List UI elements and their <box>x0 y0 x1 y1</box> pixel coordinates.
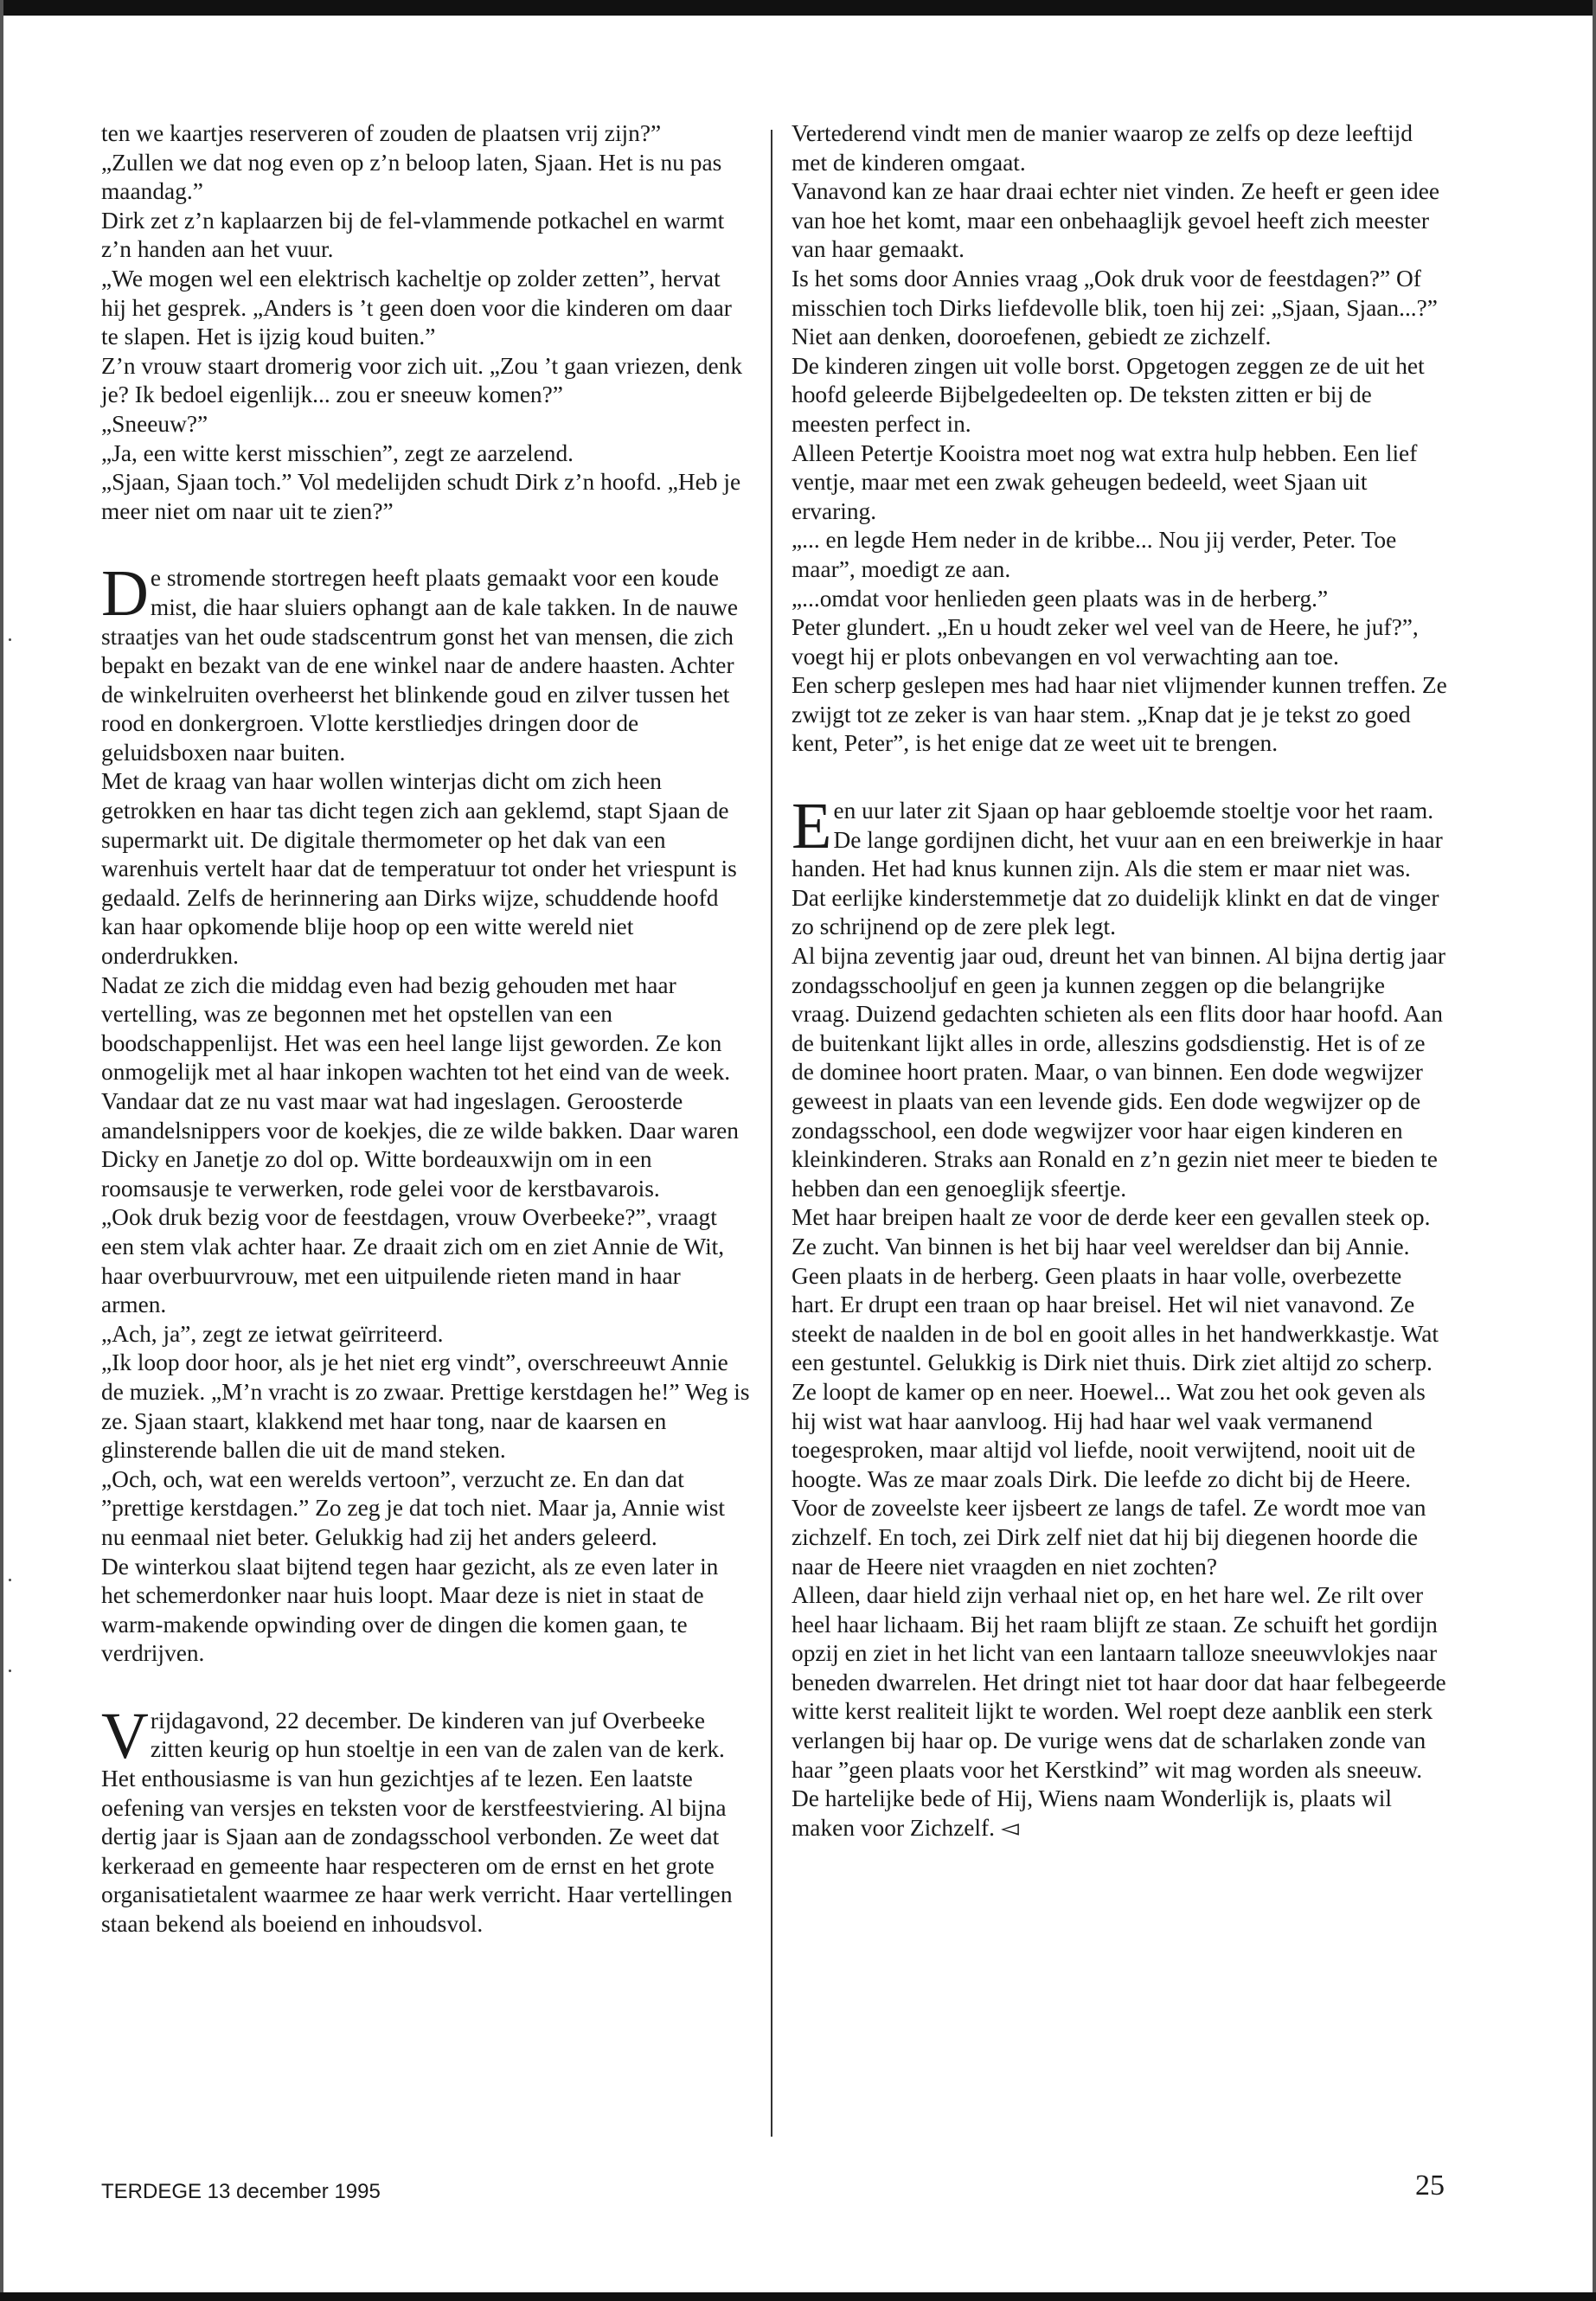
paragraph: De kinderen zingen uit volle borst. Opgetogen zeggen ze de uit het hoofd geleerde Bijbelgedeelten op. De teksten zitten er bij de meesten perfect in. <box>792 352 1425 437</box>
paragraph: Ze loopt de kamer op en neer. Hoewel... Wat zou het ook geven als hij wist wat haar aanvloog. Hij had haar wel vaak vermanend toegesproken, maar altijd vol liefde, nooit verwijtend, nooit uit de hoogte. Was ze maar zoals Dirk. Die leefde zo dicht bij de Heere. Voor de zoveelste keer ijsbeert ze langs de tafel. Ze wordt moe van zichzelf. En toch, zei Dirk zelf niet dat hij bij diegenen hoorde die naar de Heere niet vraagden en niet zochten? <box>792 1378 1426 1580</box>
paragraph: Vertederend vindt men de manier waarop ze zelfs op deze leeftijd met de kinderen omgaat. <box>792 120 1413 176</box>
paragraph: Is het soms door Annies vraag „Ook druk voor de feestdagen?” Of misschien toch Dirks liefdevolle blik, toen hij zei: „Sjaan, Sjaan...?” Niet aan denken, dooroefenen, gebiedt ze zichzelf. <box>792 265 1438 350</box>
paragraph: Alleen, daar hield zijn verhaal niet op, en het hare wel. Ze rilt over heel haar lichaam. Bij het raam blijft ze staan. Ze schuift het gordijn opzij en ziet in het licht van een lantaarn talloze sneeuwvlokjes naar beneden dwarrelen. Het dringt niet tot haar door dat haar felbegeerde witte kerst realiteit lijkt te worden. Wel roept deze aanblik een sterk verlangen bij haar op. De vurige wens dat de scharlaken zonde van haar ”geen plaats voor het Kerstkind” wit mag worden als sneeuw. De hartelijke bede of Hij, Wiens naam Wonderlijk is, plaats wil maken voor Zichzelf. ◅ <box>792 1582 1446 1841</box>
paragraph: Dirk zet z’n kaplaarzen bij de fel-vlammende potkachel en warmt z’n handen aan het vuur. <box>101 207 725 263</box>
left-column <box>101 119 750 1939</box>
section-opening <box>101 1699 750 1939</box>
right-column <box>792 119 1447 1843</box>
paragraph: „...omdat voor henlieden geen plaats was in de herberg.” <box>792 585 1329 612</box>
paragraph: „Ook druk bezig voor de feestdagen, vrouw Overbeeke?”, vraagt een stem vlak achter haar. Ze draait zich om en ziet Annie de Wit, haar overbuurvrouw, met een uitpuilende rieten mand in haar armen. <box>101 1204 725 1318</box>
scan-speck <box>9 1579 11 1581</box>
paragraph: „Zullen we dat nog even op z’n beloop laten, Sjaan. Het is nu pas maandag.” <box>101 149 722 205</box>
scan-speck <box>9 638 11 641</box>
paragraph: Nadat ze zich die middag even had bezig gehouden met haar vertelling, was ze begonnen met het opstellen van een boodschappenlijst. Het was een heel lange lijst geworden. Ze kon onmogelijk met al haar inkopen wachten tot het eind van de week. Vandaar dat ze nu vast maar wat had ingeslagen. Geroosterde amandelsnippers voor de koekjes, die ze wilde bakken. Daar waren Dicky en Janetje zo dol op. Witte bordeauxwijn om in een roomsausje te verwerken, rode gelei voor de kerstbavarois. <box>101 971 739 1202</box>
paragraph-text: e stromende stortregen heeft plaats gemaakt voor een koude mist, die haar sluiers ophangt aan de kale takken. In de nauwe straatjes van het oude stadscentrum gonst het van mensen, die zich bepakt en bezakt van de ene winkel naar de andere haasten. Achter de winkelruiten overheerst het blinkende goud en zilver tussen het rood en donkergroen. Vlotte kerstliedjes dringen door de geluidsboxen naar buiten. <box>101 565 739 766</box>
drop-cap: D <box>101 557 149 631</box>
scan-border-left <box>0 0 3 2301</box>
paragraph: Alleen Petertje Kooistra moet nog wat extra hulp hebben. Een lief ventje, maar met een zwak geheugen bedeeld, weet Sjaan uit ervaring. <box>792 439 1418 524</box>
publication-footer: TERDEGE 13 december 1995 <box>101 2180 381 2203</box>
drop-cap: V <box>101 1699 149 1772</box>
paragraph: Vanavond kan ze haar draai echter niet vinden. Ze heeft er geen idee van hoe het komt, maar een onbehaaglijk gevoel heeft zich meester van haar gemaakt. <box>792 178 1440 263</box>
paragraph: Met haar breipen haalt ze voor de derde keer een gevallen steek op. Ze zucht. Van binnen is het bij haar veel wereldser dan bij Annie. Geen plaats in de herberg. Geen plaats in haar volle, overbezette hart. Er drupt een traan op haar breisel. Het wil niet vanavond. Ze steekt de naalden in de bol en gooit alles in het handwerkkastje. Wat een gestuntel. Gelukkig is Dirk niet thuis. Dirk ziet altijd zo scherp. <box>792 1204 1439 1376</box>
paragraph: Een scherp geslepen mes had haar niet vlijmender kunnen treffen. Ze zwijgt tot ze zeker is van haar stem. „Knap dat je je tekst zo goed kent, Peter”, is het enige dat ze weet uit te brengen. <box>792 672 1447 757</box>
paragraph: Z’n vrouw staart dromerig voor zich uit. „Zou ’t gaan vriezen, denk je? Ik bedoel eigenlijk... zou er sneeuw komen?” <box>101 352 743 408</box>
paragraph: „Sneeuw?” <box>101 410 208 437</box>
scan-border-top <box>0 0 1596 16</box>
column-divider <box>771 130 772 2137</box>
paragraph-text: en uur later zit Sjaan op haar gebloemde stoeltje voor het raam. De lange gordijnen dicht, het vuur aan en een breiwerkje in haar handen. Het had knus kunnen zijn. Als die stem er maar niet was. Dat eerlijke kinderstemmetje dat zo duidelijk klinkt en dat de vinger zo schrijnend op de zere plek legt. <box>792 798 1443 940</box>
scan-speck <box>9 1670 11 1672</box>
paragraph: Al bijna zeventig jaar oud, dreunt het van binnen. Al bijna dertig jaar zondagsschooljuf en geen ja kunnen zeggen op die belangrijke vraag. Duizend gedachten schieten als een flits door haar hoofd. Aan de buitenkant lijkt alles in orde, alleszins godsdienstig. Het is of ze de dominee hoort praten. Maar, o van binnen. Een dode wegwijzer geweest in plaats van een levende gids. Een dode wegwijzer op de zondagsschool, een dode wegwijzer voor haar eigen kinderen en kleinkinderen. Straks aan Ronald en z’n gezin niet meer te bieden te hebben dan een genoeglijk sfeertje. <box>792 943 1446 1202</box>
scan-border-bottom <box>0 2292 1596 2301</box>
paragraph: „Sjaan, Sjaan toch.” Vol medelijden schudt Dirk z’n hoofd. „Heb je meer niet om naar uit te zien?” <box>101 469 741 524</box>
drop-cap: E <box>792 790 832 863</box>
paragraph: „Ja, een witte kerst misschien”, zegt ze aarzelend. <box>101 439 574 466</box>
paragraph: „We mogen wel een elektrisch kacheltje op zolder zetten”, hervat hij het gesprek. „Anders is ’t geen doen voor die kinderen om daar te slapen. Het is ijzig koud buiten.” <box>101 265 732 350</box>
paragraph: ten we kaartjes reserveren of zouden de plaatsen vrij zijn?” <box>101 120 662 146</box>
paragraph: Peter glundert. „En u houdt zeker wel veel van de Heere, he juf?”, voegt hij er plots onbevangen en vol verwachting aan toe. <box>792 614 1419 670</box>
paragraph: Met de kraag van haar wollen winterjas dicht om zich heen getrokken en haar tas dicht tegen zich aan geklemd, stapt Sjaan de supermarkt uit. De digitale thermometer op het dak van een warenhuis vertelt haar dat de temperatuur tot onder het vriespunt is gedaald. Zelfs de herinnering aan Dirks wijze, schuddende hoofd kan haar opkomende blije hoop op een witte wereld niet onderdrukken. <box>101 768 737 970</box>
paragraph: „Ach, ja”, zegt ze ietwat geïrriteerd. <box>101 1320 444 1347</box>
paragraph-text: rijdagavond, 22 december. De kinderen van juf Overbeeke zitten keurig op hun stoeltje in een van de zalen van de kerk. Het enthousiasme is van hun gezichtjes af te lezen. Een laatste oefening van versjes en teksten voor de kerstfeestviering. Al bijna dertig jaar is Sjaan aan de zondagsschool verbonden. Ze weet dat kerkeraad en gemeente haar respecteren om de ernst en het grote organisatietalent waarmee ze haar werk verricht. Haar vertellingen staan bekend als boeiend en inhoudsvol. <box>101 1707 733 1938</box>
section-opening <box>792 790 1447 942</box>
page-number: 25 <box>1415 2170 1445 2202</box>
paragraph: „Ik loop door hoor, als je het niet erg vindt”, overschreeuwt Annie de muziek. „M’n vracht is zo zwaar. Prettige kerstdagen he!” Weg is ze. Sjaan staart, klakkend met haar tong, naar de kaarsen en glinsterende ballen die uit de mand steken. <box>101 1349 750 1464</box>
scan-border-right <box>1593 0 1596 2301</box>
paragraph: „... en legde Hem neder in de kribbe... Nou jij verder, Peter. Toe maar”, moedigt ze aan. <box>792 527 1397 582</box>
paragraph: De winterkou slaat bijtend tegen haar gezicht, als ze even later in het schemerdonker naar huis loopt. Maar deze is niet in staat de warm-makende opwinding over de dingen die komen gaan, te verdrijven. <box>101 1553 719 1667</box>
section-opening <box>101 557 750 767</box>
paragraph: „Och, och, wat een werelds vertoon”, verzucht ze. En dan dat ”prettige kerstdagen.” Zo zeg je dat toch niet. Maar ja, Annie wist nu eenmaal niet beter. Gelukkig had zij het anders geleerd. <box>101 1465 726 1550</box>
